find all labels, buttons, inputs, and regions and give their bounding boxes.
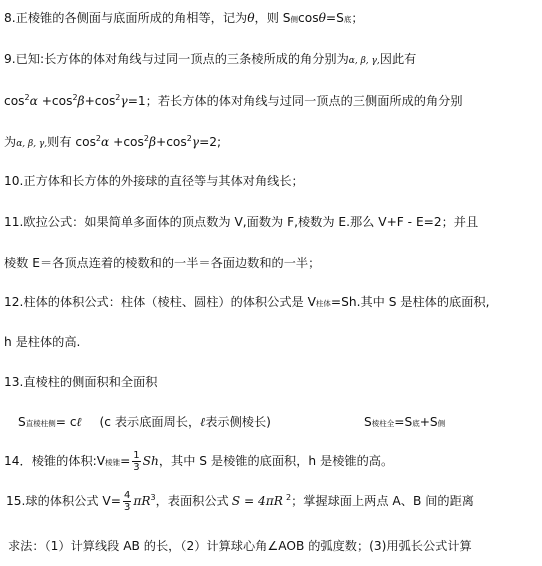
text: =1；若长方体的体对角线与过同一顶点的三侧面所成的角分别 — [127, 94, 463, 108]
item-9-line-3: 为α, β, γ,则有 $\cos^2\alpha +\cos^2\beta+\cos^2\gamma=2$; — [4, 134, 222, 149]
greek-angles: α, β, γ, — [348, 56, 380, 66]
text: 8.正棱锥的各侧面与底面所成的角相等，记为 — [4, 11, 248, 25]
ell-symbol: ℓ — [200, 415, 206, 429]
alpha-symbol: α — [29, 94, 38, 108]
subscript: 侧 — [290, 15, 299, 24]
subscript: 直棱柱侧 — [25, 419, 56, 428]
item-9-line-1 — [4, 50, 540, 70]
beta-symbol: β — [148, 135, 156, 149]
item-12-line-2: h 是柱体的高. — [4, 335, 81, 349]
subscript: 底 — [343, 15, 352, 24]
ell-symbol: ℓ — [76, 415, 82, 429]
text: ； — [351, 11, 364, 25]
alpha-symbol: α — [101, 135, 110, 149]
gamma-symbol: γ — [191, 135, 200, 149]
beta-symbol: β — [77, 94, 85, 108]
fraction-four-thirds: $\frac{4}{3}$ — [123, 490, 131, 513]
item-8-line — [4, 9, 540, 29]
subscript: 棱锥 — [105, 458, 121, 467]
item-11-line-1: 11.欧拉公式：如果简单多面体的顶点数为 V,面数为 F,棱数为 E.那么 V+F - E=2；并且 — [4, 215, 479, 229]
item-11-line-2: 棱数 E＝各顶点连着的棱数和的一半＝各面边数和的一半； — [4, 256, 321, 270]
fraction-one-third: $\frac{1}{3}$ — [133, 450, 140, 473]
item-13-heading: 13.直棱柱的侧面积和全面积 — [4, 375, 158, 389]
item-9-line-2: $\cos^2\alpha +\cos^2\beta+\cos^2\gamma=1$；若长方体的体对角线与过同一顶点的三侧面所成的角分别 — [4, 93, 463, 108]
text: cos — [298, 11, 319, 25]
item-14-line: 14．棱锥的体积:V棱锥= $\frac{1}{3}$ Sh，其中 S 是棱锥的底面积，h 是棱锥的高。 — [4, 450, 394, 473]
subscript: 柱体 — [315, 299, 331, 308]
theta-symbol: θ — [247, 11, 255, 25]
item-15-line-1: 15.球的体积公式 V= $\frac{4}{3}$ $\pi R^3$，表面积公式 S = 4πR $^2$；掌握球面上两点 A、B 间的距离 — [6, 490, 474, 513]
item-12-line-1: 12.柱体的体积公式：柱体（棱柱、圆柱）的体积公式是 V柱体=Sh.其中 S 是柱体的底面积, — [4, 295, 490, 309]
item-15-line-2: 求法：（1）计算线段 AB 的长，（2）计算球心角∠AOB 的弧度数；(3)用弧长公式计算 — [8, 539, 472, 553]
gamma-symbol: γ — [120, 94, 128, 108]
item-10-line: 10.正方体和长方体的外接球的直径等与其体对角线长； — [4, 174, 304, 188]
text: =S — [325, 11, 344, 25]
theta-symbol: θ — [318, 11, 326, 25]
greek-angles: α, β, γ, — [16, 139, 48, 149]
text: 9.已知:长方体的体对角线与过同一顶点的三条棱所成的角分别为 — [4, 52, 349, 66]
text: 因此有 — [379, 52, 417, 66]
text: ，则 S — [254, 11, 291, 25]
prism-total-area: S棱柱全=S底+S侧 — [364, 415, 446, 429]
item-13-formulas: S直棱柱侧= cℓ (c 表示底面周长，ℓ表示侧棱长) S棱柱全=S底+S侧 — [18, 413, 540, 433]
